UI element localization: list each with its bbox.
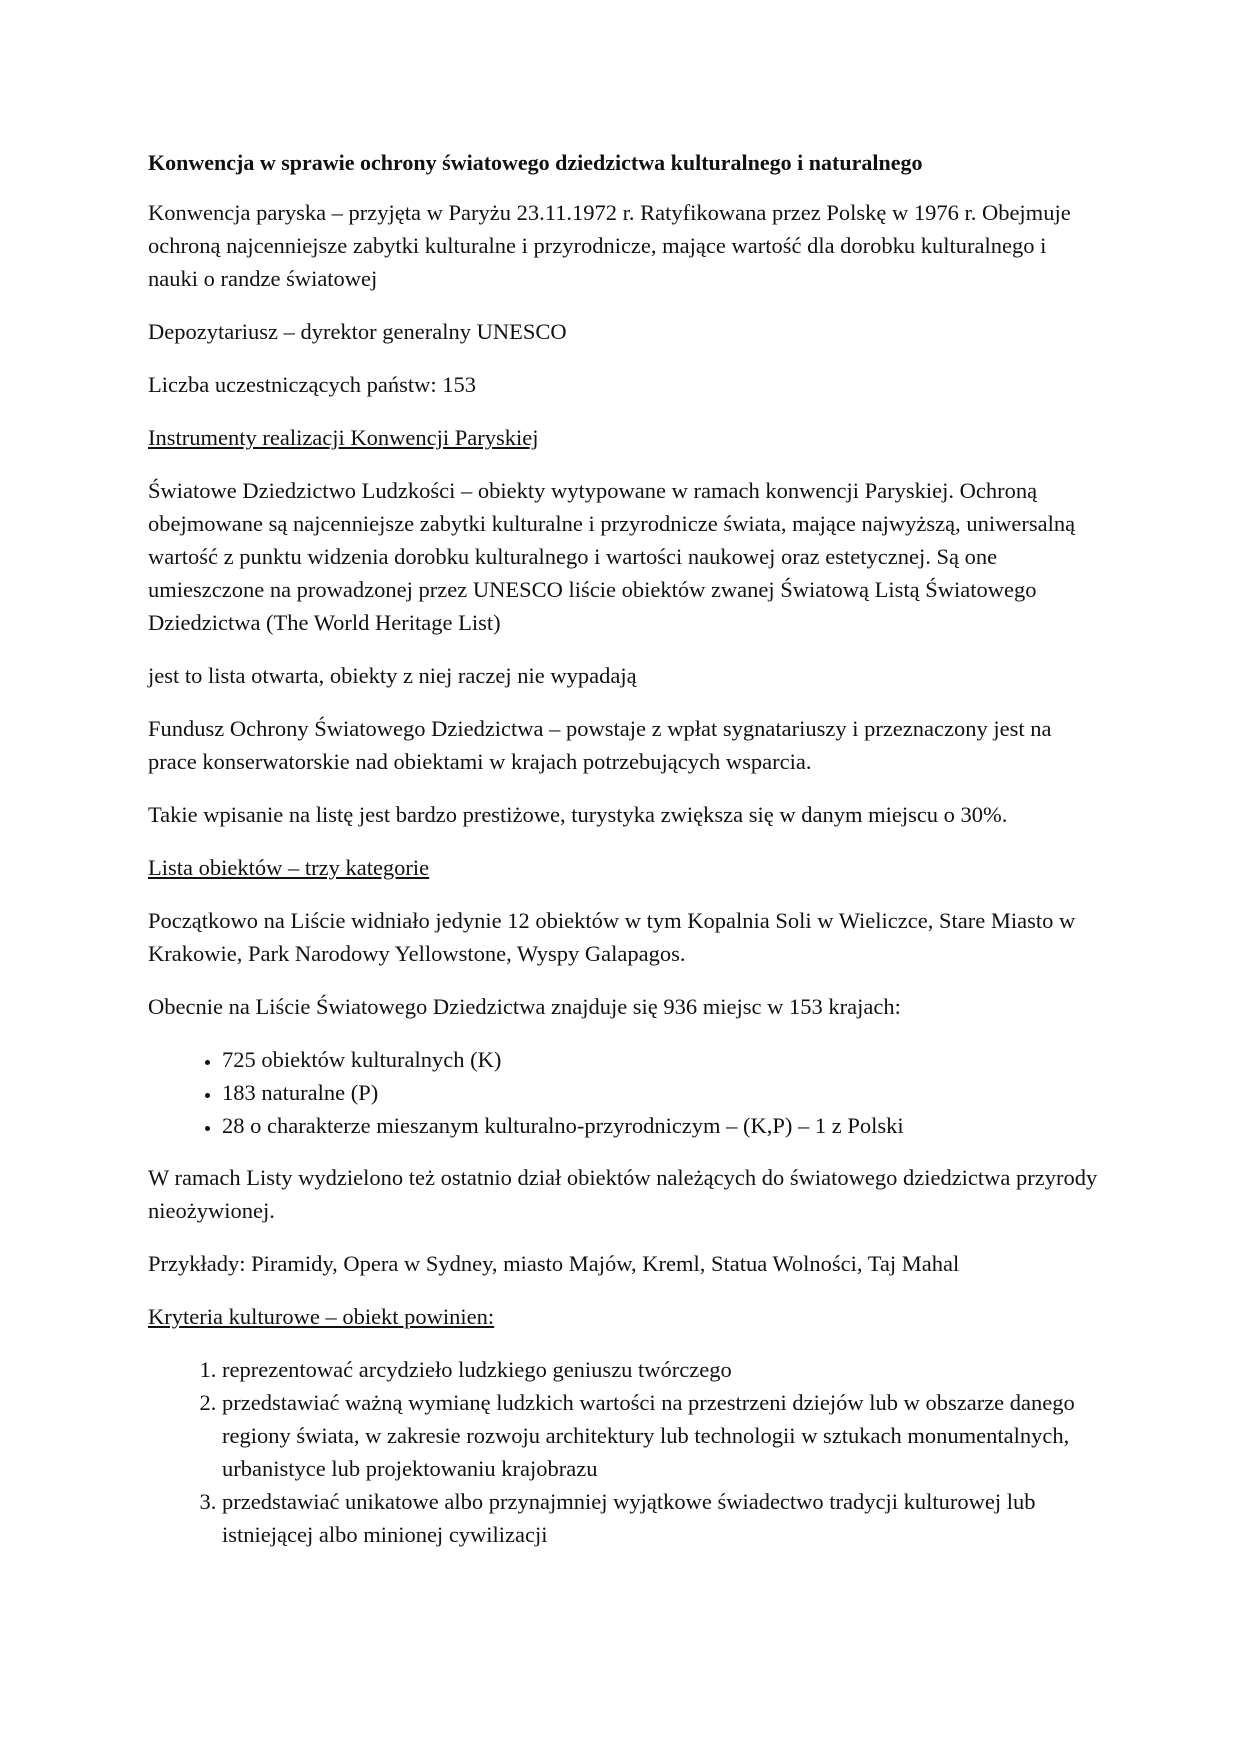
list-item: • 725 obiektów kulturalnych (K)	[222, 1043, 1098, 1076]
current-list-paragraph: Obecnie na Liście Światowego Dziedzictwa znajduje się 936 miejsc w 153 krajach:	[148, 994, 901, 1019]
list-item: • 183 naturalne (P)	[222, 1076, 1098, 1109]
categories-list	[148, 1043, 1098, 1142]
criteria-list	[148, 1353, 1098, 1551]
inanimate-paragraph: W ramach Listy wydzielono też ostatnio dział obiektów należących do światowego dziedzictwa przyrody nieożywionej.	[148, 1165, 1098, 1223]
document-title: Konwencja w sprawie ochrony światowego dziedzictwa kulturalnego i naturalnego	[148, 150, 923, 175]
heritage-paragraph: Światowe Dziedzictwo Ludzkości – obiekty wytypowane w ramach konwencji Paryskiej. Ochroną obejmowane są najcenniejsze zabytki kulturalne i przyrodnicze świata, mające najwyższą, uniwersalną wartość z punktu widzenia dorobku kulturalnego i wartości naukowej oraz estetycznej. Są one umieszczone na prowadzonej przez UNESCO liście obiektów zwanej Światową Listą Światowego Dziedzictwa (The World Heritage List)	[148, 478, 1076, 635]
instruments-heading: Instrumenty realizacji Konwencji Paryskiej	[148, 425, 539, 450]
open-list-paragraph: jest to lista otwarta, obiekty z niej raczej nie wypadają	[148, 663, 637, 688]
states-count-paragraph: Liczba uczestniczących państw: 153	[148, 372, 476, 397]
initial-list-paragraph: Początkowo na Liście widniało jedynie 12 obiektów w tym Kopalnia Soli w Wieliczce, Stare Miasto w Krakowie, Park Narodowy Yellowstone, Wyspy Galapagos.	[148, 908, 1076, 966]
criteria-heading: Kryteria kulturowe – obiekt powinien:	[148, 1304, 495, 1329]
document-body	[148, 146, 1098, 1570]
prestige-paragraph: Takie wpisanie na listę jest bardzo prestiżowe, turystyka zwiększa się w danym miejscu o 30%.	[148, 802, 1008, 827]
list-item: 1. reprezentować arcydzieło ludzkiego geniuszu twórczego	[222, 1353, 1098, 1386]
categories-heading: Lista obiektów – trzy kategorie	[148, 855, 430, 880]
fund-paragraph: Fundusz Ochrony Światowego Dziedzictwa – powstaje z wpłat sygnatariuszy i przeznaczony jest na prace konserwatorskie nad obiektami w krajach potrzebujących wsparcia.	[148, 716, 1052, 774]
intro-paragraph: Konwencja paryska – przyjęta w Paryżu 23.11.1972 r. Ratyfikowana przez Polskę w 1976 r. Obejmuje ochroną najcenniejsze zabytki kulturalne i przyrodnicze, mające wartość dla dorobku kulturalnego i nauki o randze światowej	[148, 200, 1071, 291]
examples-paragraph: Przykłady: Piramidy, Opera w Sydney, miasto Majów, Kreml, Statua Wolności, Taj Mahal	[148, 1251, 960, 1276]
list-item: 3. przedstawiać unikatowe albo przynajmniej wyjątkowe świadectwo tradycji kulturowej lub istniejącej albo minionej cywilizacji	[222, 1485, 1098, 1551]
list-item: • 28 o charakterze mieszanym kulturalno-przyrodniczym – (K,P) – 1 z Polski	[222, 1109, 1098, 1142]
depositary-paragraph: Depozytariusz – dyrektor generalny UNESCO	[148, 319, 567, 344]
list-item: 2. przedstawiać ważną wymianę ludzkich wartości na przestrzeni dziejów lub w obszarze danego regiony świata, w zakresie rozwoju architektury lub technologii w sztukach monumentalnych, urbanistyce lub projektowaniu krajobrazu	[222, 1386, 1098, 1485]
